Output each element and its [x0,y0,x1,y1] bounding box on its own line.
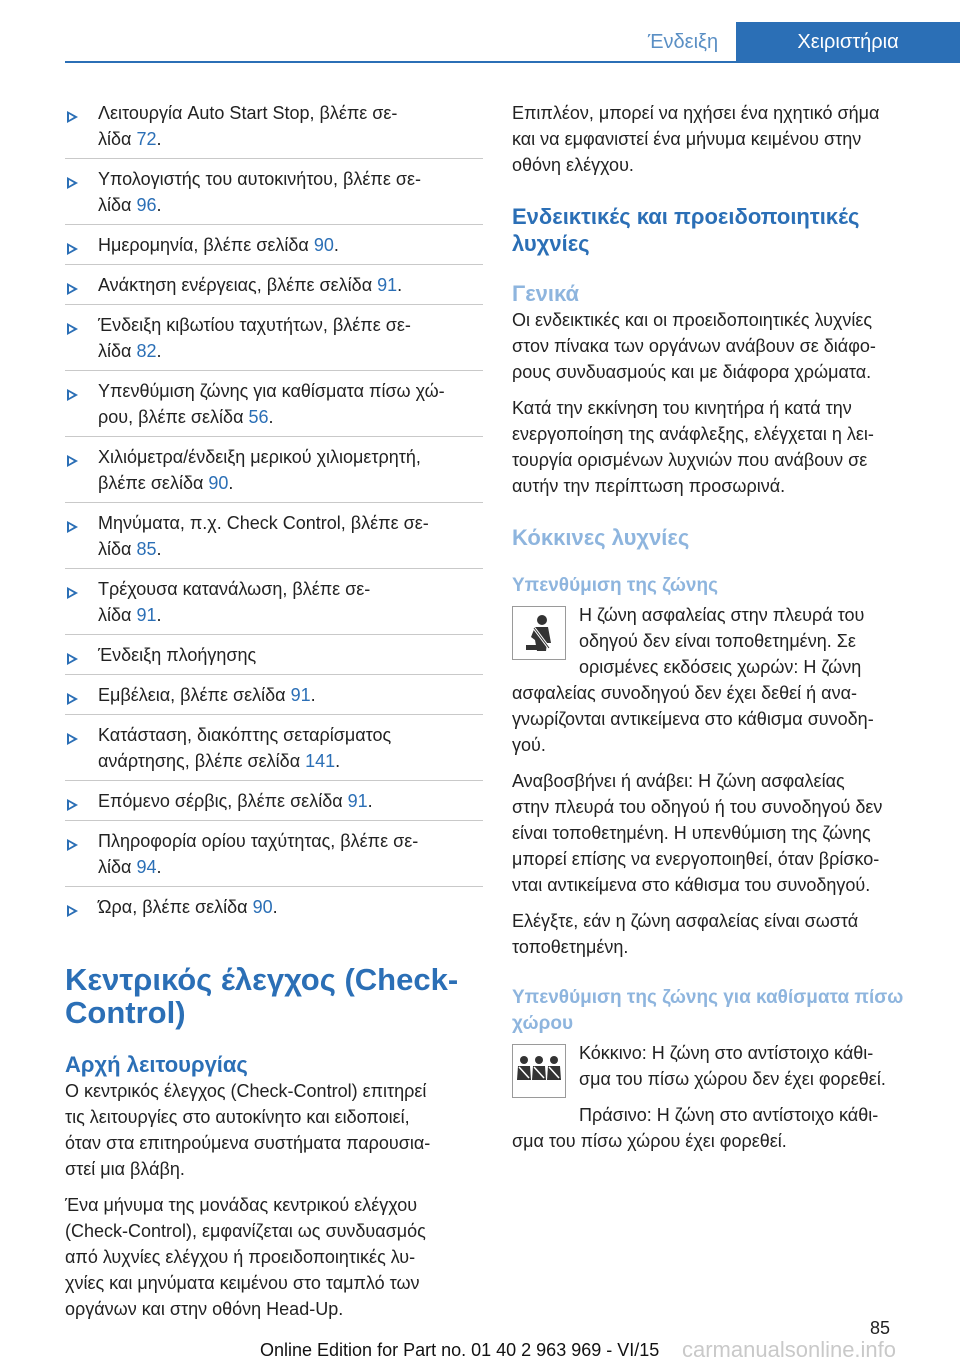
seatbelt-warning-icon [512,606,566,660]
paragraph-general-2 [512,395,927,499]
text-line: Επιπλέον, μπορεί να ηχήσει ένα ηχητικό σήμα [512,103,880,123]
page-number: 85 [869,1318,890,1338]
heading-line: Κεντρικός έλεγχος (Check- [65,962,459,997]
text-line: από λυχνίες ελέγχου ή προειδοποιητικές λυ- [65,1247,416,1267]
list-item-text: Εμβέλεια, βλέπε σελίδα [98,685,291,705]
display-items-list [65,100,483,920]
paragraph-rear-1 [512,1040,927,1092]
text-line: μπορεί επίσης να ενεργοποιηθεί, όταν βρίσκο- [512,849,880,869]
text-line: τοποθετημένη. [512,937,629,957]
text-line: αυτήν την περίπτωση προσωρινά. [512,476,786,496]
list-item [65,820,483,880]
list-item-text: Τρέχουσα κατανάλωση, βλέπε σε- [98,579,371,599]
page-reference-link[interactable]: 91 [347,791,368,811]
heading-line: χώρου [512,1013,574,1034]
list-item-text: . [156,539,162,559]
list-item-text: . [156,857,162,877]
paragraph-principle [65,1078,483,1182]
subheading-red-lamps: Κόκκινες λυχνίες [512,525,690,550]
list-item-text: Λειτουργία Auto Start Stop, βλέπε σε- [98,103,398,123]
list-item-text: . [268,407,274,427]
edition-line: Online Edition for Part no. 01 40 2 963 969 - VI/15 [260,1340,660,1360]
text-line: ασφαλείας συνοδηγού δεν έχει δεθεί ή ανα- [512,683,857,703]
list-item-text: Ημερομηνία, βλέπε σελίδα [98,235,314,255]
list-item [65,304,483,364]
list-item [65,714,483,774]
rear-seatbelt-icon [512,1044,566,1098]
list-item-text: . [156,195,162,215]
text-line: Οι ενδεικτικές και οι προειδοποιητικές λυχνίες [512,310,873,330]
list-item [65,370,483,430]
list-item [65,502,483,562]
text-line: χνίες και μηνύματα κειμένου στο ταμπλό των [65,1273,420,1293]
list-item-text: . [228,473,234,493]
bullet-triangle-icon [67,323,78,335]
list-item-text: ρου, βλέπε σελίδα [98,407,249,427]
list-item-text: λίδα [98,605,137,625]
list-item-text: Μηνύματα, π.χ. Check Control, βλέπε σε- [98,513,429,533]
list-item-text: . [156,605,162,625]
list-item-text: . [335,751,341,771]
text-line: οδηγού δεν είναι τοποθετημένη. Σε [579,631,856,651]
text-line: ορισμένες εκδόσεις χωρών: Η ζώνη [579,657,862,677]
list-item-text: λίδα [98,341,137,361]
list-item-text: . [333,235,339,255]
heading-line: Ενδεικτικές και προειδοποιητικές [512,204,860,229]
subheading-belt-reminder: Υπενθύμιση της ζώνης [512,575,718,596]
list-item [65,780,483,814]
text-line: ρους συνδυασμούς και με διάφορα χρώματα. [512,362,872,382]
text-line: οργάνων και στην οθόνη Head-Up. [65,1299,344,1319]
text-line: (Check-Control), εμφανίζεται ως συνδυασμός [65,1221,426,1241]
text-line: οθόνη ελέγχου. [512,155,634,175]
paragraph-message [65,1192,483,1322]
list-item-text: . [367,791,373,811]
bullet-triangle-icon [67,177,78,189]
bullet-triangle-icon [67,839,78,851]
page-reference-link[interactable]: 141 [305,751,336,771]
list-item-text: Υπολογιστής του αυτοκινήτου, βλέπε σε- [98,169,421,189]
list-item-text: Ένδειξη κιβωτίου ταχυτήτων, βλέπε σε- [98,315,411,335]
list-item-text: Επόμενο σέρβις, βλέπε σελίδα [98,791,348,811]
page-header [0,0,960,62]
header-rule [65,61,960,63]
list-item-text: λίδα [98,857,137,877]
list-item-text: . [272,897,278,917]
text-line: Ο κεντρικός έλεγχος (Check-Control) επιτηρεί [65,1081,427,1101]
list-item-text: Ώρα, βλέπε σελίδα [98,897,253,917]
heading-line: Υπενθύμιση της ζώνης για καθίσματα πίσω [512,987,904,1008]
heading-indicator-lamps [512,203,927,257]
list-item [65,264,483,298]
list-item-text: Υπενθύμιση ζώνης για καθίσματα πίσω χώ- [98,381,445,401]
watermark: carmanualsonline.info [682,1337,897,1362]
bullet-triangle-icon [67,653,78,665]
text-line: γνωρίζονται αντικείμενα στο κάθισμα συνοδη- [512,709,874,729]
text-line: σμα του πίσω χώρου έχει φορεθεί. [512,1131,787,1151]
page-reference-link[interactable]: 91 [290,685,311,705]
text-line: όταν στα επιτηρούμενα συστήματα παρουσια- [65,1133,431,1153]
bullet-triangle-icon [67,733,78,745]
list-item-text: λίδα [98,129,137,149]
list-item-text: λίδα [98,539,137,559]
heading-line: λυχνίες [512,231,590,256]
paragraph-rear-2 [512,1102,927,1154]
list-item-text: Χιλιόμετρα/ένδειξη μερικού χιλιομετρητή, [98,447,421,467]
bullet-triangle-icon [67,283,78,295]
text-line: είναι τοποθετημένη. Η υπενθύμιση της ζώνης [512,823,871,843]
page-reference-link[interactable]: 82 [136,341,157,361]
list-item [65,568,483,628]
bullet-triangle-icon [67,111,78,123]
section-heading-check-control [65,963,483,1029]
text-line: Κόκκινο: Η ζώνη στο αντίστοιχο κάθι- [579,1043,874,1063]
right-column [512,100,927,1154]
list-item [65,436,483,496]
list-item-text: . [397,275,403,295]
text-line: στην πλευρά του οδηγού ή του συνοδηγού δεν [512,797,883,817]
list-item [65,674,483,708]
text-line: Ελέγξτε, εάν η ζώνη ασφαλείας είναι σωστά [512,911,859,931]
header-chapter-label: Χειριστήρια [736,22,960,62]
list-item [65,158,483,218]
bullet-triangle-icon [67,389,78,401]
list-item-text: . [156,341,162,361]
text-line: γού. [512,735,546,755]
text-line: και να εμφανιστεί ένα μήνυμα κειμένου στην [512,129,862,149]
paragraph-belt-3 [512,908,927,960]
list-item-text: λίδα [98,195,137,215]
text-line: Κατά την εκκίνηση του κινητήρα ή κατά την [512,398,852,418]
list-item-text: βλέπε σελίδα [98,473,209,493]
left-column [65,100,483,1322]
page-reference-link[interactable]: 91 [136,605,157,625]
page-reference-link[interactable]: 85 [136,539,157,559]
page-reference-link[interactable]: 94 [136,857,157,877]
list-item-text: Ένδειξη πλοήγησης [98,645,257,665]
text-line: ενεργοποίηση της ανάφλεξης, ελέγχεται η λει- [512,424,874,444]
heading-line: Control) [65,995,186,1030]
list-item-text: ανάρτησης, βλέπε σελίδα [98,751,306,771]
list-item-text: . [310,685,316,705]
subheading-principle: Αρχή λειτουργίας [65,1052,248,1077]
text-line: Αναβοσβήνει ή ανάβει: Η ζώνη ασφαλείας [512,771,845,791]
list-item-text: . [156,129,162,149]
paragraph-belt-1 [512,602,927,758]
subheading-rear-belt-reminder [512,985,927,1037]
text-line: Η ζώνη ασφαλείας στην πλευρά του [579,605,865,625]
page-reference-link[interactable]: 90 [252,897,273,917]
header-section-label: Ένδειξη [647,31,719,53]
bullet-triangle-icon [67,521,78,533]
bullet-triangle-icon [67,799,78,811]
list-item-text: Ανάκτηση ενέργειας, βλέπε σελίδα [98,275,378,295]
page-reference-link[interactable]: 72 [136,129,157,149]
list-item [65,224,483,258]
text-line: τις λειτουργίες στο αυτοκίνητο και ειδοποιεί, [65,1107,410,1127]
paragraph-belt-2 [512,768,927,898]
bullet-triangle-icon [67,587,78,599]
text-line: νται αντικείμενα στο κάθισμα του συνοδηγού. [512,875,871,895]
page-reference-link[interactable]: 56 [248,407,269,427]
text-line: στον πίνακα των οργάνων ανάβουν σε διάφο- [512,336,876,356]
list-item [65,886,483,920]
list-item [65,100,483,152]
subheading-general: Γενικά [512,281,580,306]
page-reference-link[interactable]: 90 [208,473,229,493]
bullet-triangle-icon [67,905,78,917]
page-reference-link[interactable]: 91 [377,275,398,295]
text-line: Ένα μήνυμα της μονάδας κεντρικού ελέγχου [65,1195,418,1215]
bullet-triangle-icon [67,455,78,467]
belt-reminder-block [512,602,927,758]
bullet-triangle-icon [67,693,78,705]
bullet-triangle-icon [67,243,78,255]
list-item [65,634,483,668]
page-reference-link[interactable]: 96 [136,195,157,215]
text-line: Πράσινο: Η ζώνη στο αντίστοιχο κάθι- [579,1105,879,1125]
paragraph-general-1 [512,307,927,385]
list-item-text: Πληροφορία ορίου ταχύτητας, βλέπε σε- [98,831,419,851]
text-line: στεί μια βλάβη. [65,1159,185,1179]
paragraph-intro [512,100,927,178]
text-line: σμα του πίσω χώρου δεν έχει φορεθεί. [579,1069,886,1089]
rear-belt-reminder-block [512,1040,927,1092]
list-item-text: Κατάσταση, διακόπτης σεταρίσματος [98,725,392,745]
page-reference-link[interactable]: 90 [313,235,334,255]
text-line: τουργία ορισμένων λυχνιών που ανάβουν σε [512,450,868,470]
